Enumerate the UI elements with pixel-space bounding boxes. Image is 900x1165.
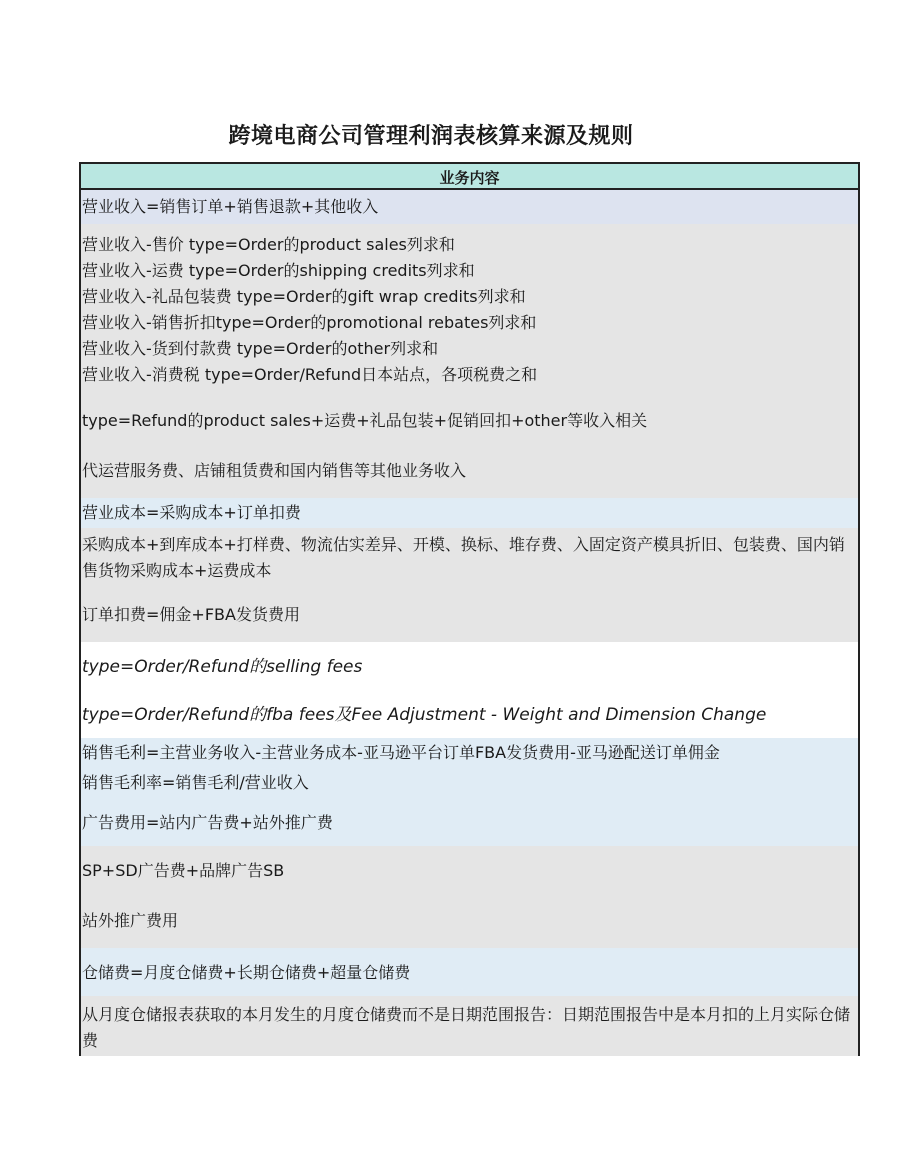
revenue-block: [81, 224, 858, 498]
table-row: 订单扣费=佣金+FBA发货费用: [82, 605, 300, 624]
table-row: 营业成本=采购成本+订单扣费: [81, 498, 858, 528]
table-row: 从月度仓储报表获取的本月发生的月度仓储费而不是日期范围报告：日期范围报告中是本月扣的上月实际仓储费: [81, 996, 858, 1056]
table-row: 营业收入-货到付款费 type=Order的other列求和: [82, 339, 439, 358]
table-row: 销售毛利=主营业务收入-主营业务成本-亚马逊平台订单FBA发货费用-亚马逊配送订单佣金: [82, 743, 720, 762]
table-row: 广告费用=站内广告费+站外推广费: [82, 813, 333, 832]
table-row: 站外推广费用: [82, 911, 179, 930]
table-row: 代运营服务费、店铺租赁费和国内销售等其他业务收入: [82, 461, 467, 480]
table-row: type=Order/Refund的selling fees: [82, 657, 363, 677]
fees-block: [81, 642, 858, 738]
table-row: 营业收入-销售折扣type=Order的promotional rebates列求和: [82, 313, 537, 332]
table-row: 营业收入=销售订单+销售退款+其他收入: [81, 190, 858, 224]
table-row: SP+SD广告费+品牌广告SB: [82, 861, 285, 880]
table-header: 业务内容: [81, 162, 858, 190]
table-row: 营业收入-消费税 type=Order/Refund日本站点，各项税费之和: [82, 365, 538, 384]
margin-block: [81, 738, 858, 846]
table-row: type=Order/Refund的fba fees及Fee Adjustment - Weight and Dimension Change: [82, 705, 767, 725]
table-row: 采购成本+到库成本+打样费、物流估实差异、开模、换标、堆存费、入固定资产模具折旧、包装费、国内销售货物采购成本+运费成本: [82, 535, 845, 580]
ads-block: [81, 846, 858, 948]
cost-block: [81, 528, 858, 642]
table-row: 营业收入-礼品包装费 type=Order的gift wrap credits列求和: [82, 287, 526, 306]
table-row: 营业收入-售价 type=Order的product sales列求和: [82, 235, 455, 254]
table-row: 营业收入-运费 type=Order的shipping credits列求和: [82, 261, 475, 280]
table-row: type=Refund的product sales+运费+礼品包装+促销回扣+other等收入相关: [82, 411, 648, 430]
table-row: 仓储费=月度仓储费+长期仓储费+超量仓储费: [81, 948, 858, 996]
table-row: 销售毛利率=销售毛利/营业收入: [82, 773, 309, 792]
rules-table: [79, 162, 860, 1056]
page-title: 跨境电商公司管理利润表核算来源及规则: [228, 124, 634, 149]
